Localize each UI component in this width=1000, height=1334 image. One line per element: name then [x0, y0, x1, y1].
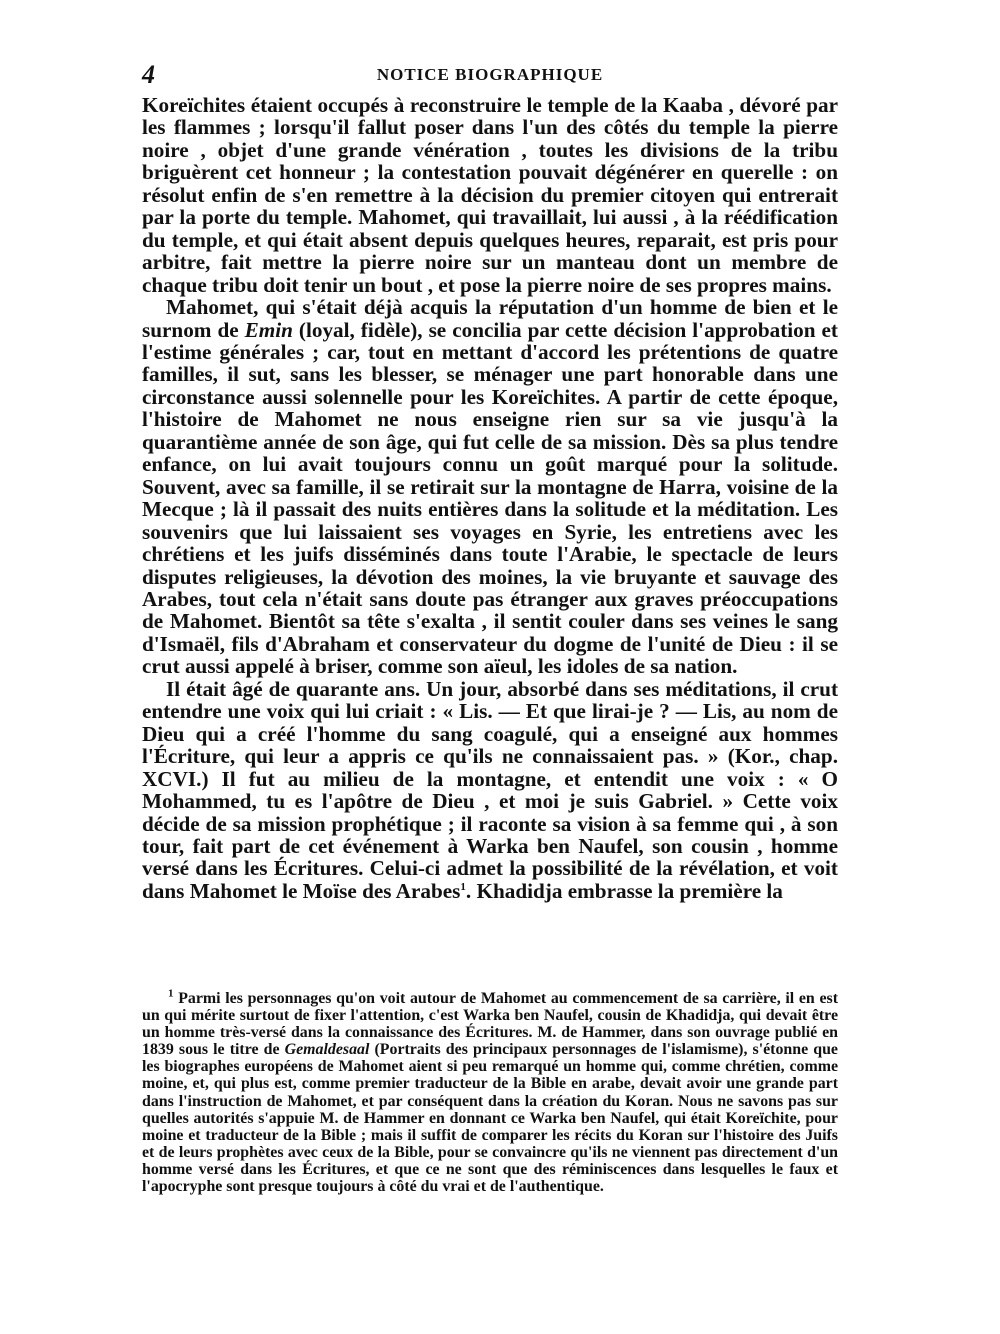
paragraph-1	[142, 94, 838, 296]
paragraph-2-text-start: Mahomet, qui s'était déjà acquis la réputation d'un homme de bien et le surnom de	[142, 295, 838, 342]
running-head: NOTICE BIOGRAPHIQUE	[376, 65, 604, 84]
paragraph-3-text-start: Il était âgé de quarante ans. Un jour, absorbé dans ses méditations, il crut entendre une voix qui lui criait : « Lis. — Et que lirai-je ? — Lis, au nom de Dieu qui a créé l'homme du sang coagulé, qui a enseigné aux hommes l'Écriture, qui leur a appris ce qu'ils ne connaissaient pas. » (Kor., chap. XCVI.) Il fut au milieu de la montagne, et entendit une voix : « O Mohammed, tu es l'apôtre de Dieu , et moi je suis Gabriel. » Cette voix décide de sa mission prophétique ; il raconte sa vision à sa femme qui , à son tour, fait part de cet événement à Warka ben Naufel, son cousin , homme versé dans les Écritures. Celui-ci admet la possibilité de la révélation, et voit dans Mahomet le Moïse des Arabes	[142, 676, 838, 903]
paragraph-2	[142, 296, 838, 678]
page-number: 4	[142, 60, 155, 89]
paragraph-1-text: Koreïchites étaient occupés à reconstruire le temple de la Kaaba , dévoré par les flammes ; lorsqu'il fallut poser dans l'un des côtés du temple la pierre noire , objet d'une grande vénération , toutes les divisions de la tribu briguèrent cet honneur ; la contestation pouvait dégénérer en querelle : on résolut enfin de s'en remettre à la décision du premier citoyen qui entrerait par la porte du temple. Mahomet, qui travaillait, lui aussi , à la réédification du temple, et qui était absent depuis quelques heures, reparait, est pris pour arbitre, fait mettre la pierre noire sur un manteau dont un membre de chaque tribu doit tenir un bout , et pose la pierre noire de ses propres mains.	[142, 93, 838, 297]
footnote-marker: 1	[168, 987, 174, 1000]
paragraph-3-text-end: . Khadidja embrasse la première la	[465, 878, 783, 903]
footnote-text-start: Parmi les personnages qu'on voit autour de Mahomet au commencement de sa carrière, il en est un qui mérite surtout de fixer l'attention, c'est Warka ben Naufel, cousin de Khadidja, qui devait être un homme très-versé dans la connaissance des Écritures. M. de Hammer, dans son ouvrage publié en 1839 sous le titre de	[142, 990, 838, 1059]
paragraph-2-text-end: (loyal, fidèle), se concilia par cette décision l'approbation et l'estime générales ; car, tout en mettant d'accord les prétentions de quatre familles, il sut, sans les blesser, se ménager une part honorable dans une circonstance aussi solennelle pour les Koreïchites. A partir de cette époque, l'histoire de Mahomet ne nous enseigne rien sur sa vie jusqu'à la quarantième année de son âge, qui fut celle de sa mission. Dès sa plus tendre enfance, on lui avait toujours connu un goût marqué pour la solitude. Souvent, avec sa famille, il se retirait sur la montagne de Harra, voisine de la Mecque ; là il passait des nuits entières dans la solitude et la méditation. Les souvenirs que lui laissaient ses voyages en Syrie, les entretiens avec les chrétiens et les juifs disséminés dans toute l'Arabie, le spectacle de leurs disputes religieuses, la dévotion des moines, la vie bruyante et sauvage des Arabes, tout cela n'était sans doute pas étranger aux graves préoccupations de Mahomet. Bientôt sa tête s'exalta , il sentit couler dans ses veines le sang d'Ismaël, fils d'Abraham et conservateur du dogme de l'unité de Dieu : il se crut aussi appelé à briser, comme son aïeul, les idoles de sa nation.	[142, 317, 838, 679]
body-text	[142, 94, 838, 902]
footnotes	[142, 987, 838, 1196]
emphasis-gemaldesaal: Gemaldesaal	[284, 1041, 370, 1059]
paragraph-3	[142, 678, 838, 903]
emphasis-emin: Emin	[244, 317, 293, 342]
footnote-reference: 1	[460, 880, 466, 893]
footnote-text-end: (Portraits des principaux personnages de l'islamisme), s'étonne que les biographes européens de Mahomet aient si peu remarqué un homme qui, comme chrétien, comme moine, et, qui plus est, comme premier traducteur de la Bible en arabe, devait avoir une grande part dans l'instruction de Mahomet, et par conséquent dans la création du Koran. Nous ne savons pas sur quelles autorités s'appuie M. de Hammer en donnant ce Warka ben Naufel, qui était Koreïchite, pour moine et traducteur de la Bible ; mais il suffit de comparer les récits du Koran sur l'histoire des Juifs et de leurs prophètes avec ceux de la Bible, pour se convaincre qu'ils ne viennent pas directement d'un homme versé dans les Écritures, et que ce ne sont que des réminiscences dans lesquelles le faux et l'apocryphe sont presque toujours à côté du vrai et de l'authentique.	[142, 1041, 838, 1196]
page-header	[142, 60, 838, 90]
footnote-1	[142, 987, 838, 1196]
